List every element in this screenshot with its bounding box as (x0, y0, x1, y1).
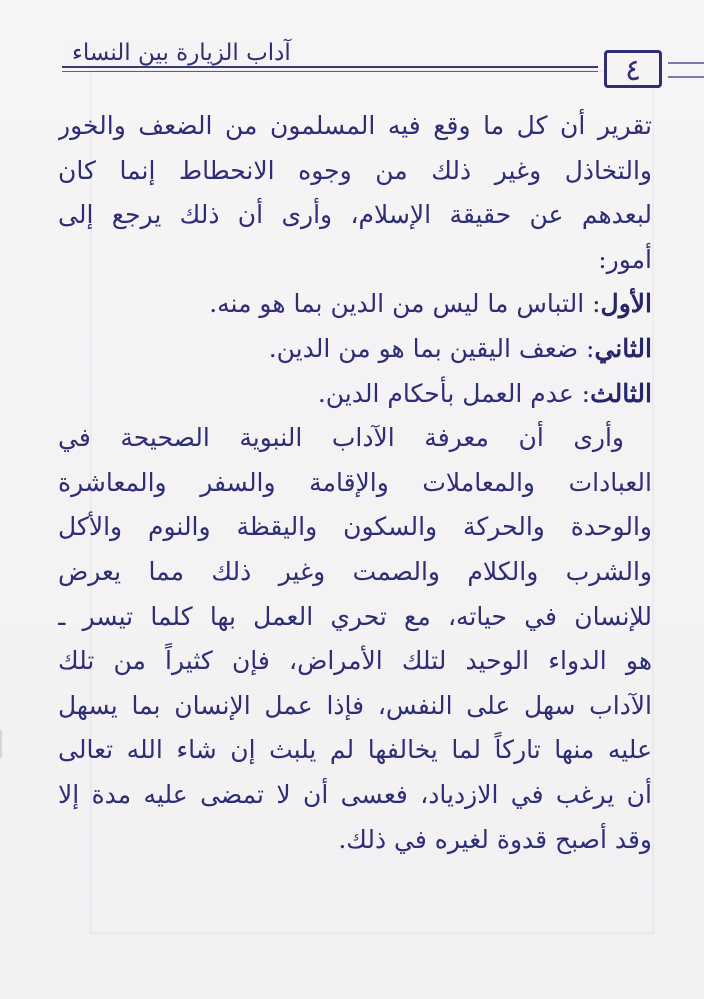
text-line: هو الدواء الوحيد لتلك الأمراض، فإن كثيراً من تلك (58, 646, 652, 676)
list-item-text: : ضعف اليقين بما هو من الدين. (268, 333, 595, 363)
text-line: عليه منها تاركاً لما يخالفها لم يلبث إن شاء الله تعالى (58, 735, 652, 765)
text-line: العبادات والمعاملات والإقامة والسفر والمعاشرة (58, 467, 652, 497)
text-line: وقد أصبح قدوة لغيره في ذلك. (338, 824, 652, 854)
list-item-label: الثاني (594, 333, 652, 363)
text-line: والشرب والكلام والصمت وغير ذلك مما يعرض (58, 556, 652, 586)
text-line: أن يرغب في الازدياد، فعسى أن لا تمضى عليه مدة إلا (58, 779, 652, 809)
page-number: ٤ (604, 50, 662, 88)
text-line: تقرير أن كل ما وقع فيه المسلمون من الضعف والخور (58, 111, 652, 140)
running-title: آداب الزيارة بين النساء (68, 40, 295, 66)
header-rule-thin (62, 71, 598, 72)
text-line: أمور: (598, 244, 652, 274)
header-ornament (668, 62, 704, 78)
body-text (58, 104, 652, 862)
list-item-text: : عدم العمل بأحكام الدين. (317, 378, 591, 408)
list-item-third (58, 372, 652, 417)
list-item-first (58, 282, 652, 327)
list-item-text: : التباس ما ليس من الدين بما هو منه. (209, 289, 601, 319)
text-line: والتخاذل وغير ذلك من وجوه الانحطاط إنما كان (58, 155, 652, 185)
text-line: وأرى أن معرفة الآداب النبوية الصحيحة في (58, 423, 624, 453)
list-item-label: الأول (600, 289, 652, 319)
text-line: والوحدة والحركة والسكون واليقظة والنوم والأكل (58, 512, 652, 542)
text-line: لبعدهم عن حقيقة الإسلام، وأرى أن ذلك يرجع إلى (58, 200, 652, 230)
margin-mark (0, 730, 8, 758)
text-line: للإنسان في حياته، مع تحري العمل بها كلما تيسر ـ (58, 601, 652, 631)
text-line: الآداب سهل على النفس، فإذا عمل الإنسان بما يسهل (58, 690, 652, 720)
page-header (62, 40, 662, 100)
list-item-second (58, 327, 652, 372)
list-item-label: الثالث (590, 378, 652, 408)
header-rule (62, 66, 598, 68)
